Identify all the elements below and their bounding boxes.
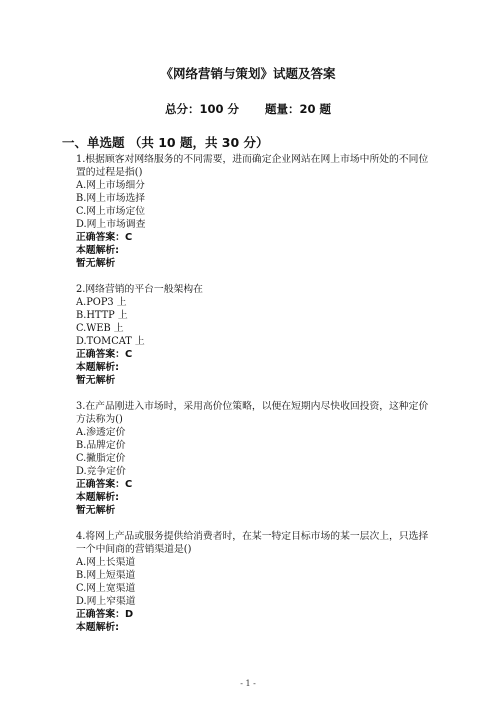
question-stem: 3.在产品刚进入市场时，采用高价位策略，以便在短期内尽快收回投资，这种定价方法称为() [76,401,429,425]
analysis-text: 暂无解析 [76,258,116,269]
option-b: B.网上市场选择 [76,193,146,204]
option-d: D.网上窄渠道 [76,596,136,607]
question-1 [76,153,432,270]
option-a: A.POP3 上 [76,297,127,308]
option-b: B.网上短渠道 [76,570,136,581]
document-title: 《网络营销与策划》试题及答案 [160,66,336,81]
correct-answer: 正确答案：C [76,232,133,243]
option-d: D.竞争定价 [76,466,126,477]
option-c: C.网上宽渠道 [76,583,136,594]
correct-answer: 正确答案：C [76,479,133,490]
option-d: D.网上市场调查 [76,219,146,230]
exam-meta [0,101,496,117]
analysis-label: 本题解析: [76,362,120,373]
option-c: C.撇脂定价 [76,453,126,464]
option-c: C.网上市场定位 [76,206,146,217]
option-c: C.WEB 上 [76,323,124,334]
analysis-text: 暂无解析 [76,375,116,386]
question-list [76,153,432,634]
question-stem: 1.根据顾客对网络服务的不同需要，进而确定企业网站在网上市场中所处的不同位置的过程是指() [76,154,429,178]
option-a: A.渗透定价 [76,427,126,438]
analysis-text: 暂无解析 [76,505,116,516]
analysis-label: 本题解析: [76,492,120,503]
question-stem: 4.将网上产品或服务提供给消费者时，在某一特定目标市场的某一层次上，只选择一个中间商的营销渠道是() [76,531,429,555]
question-count: 题量：20 题 [265,102,332,116]
section-heading: 一、单选题 （共 10 题，共 30 分） [62,135,269,150]
total-score: 总分：100 分 [164,102,239,116]
correct-answer: 正确答案：C [76,349,133,360]
question-2 [76,283,432,387]
option-a: A.网上市场细分 [76,180,145,191]
option-b: B.品牌定价 [76,440,126,451]
analysis-label: 本题解析: [76,622,120,633]
page-number: - 1 - [240,679,256,688]
option-b: B.HTTP 上 [76,310,128,321]
question-3 [76,400,432,517]
option-a: A.网上长渠道 [76,557,136,568]
analysis-label: 本题解析: [76,245,120,256]
question-stem: 2.网络营销的平台一般架构在 [76,284,203,295]
question-4 [76,530,432,634]
correct-answer: 正确答案：D [76,609,134,620]
option-d: D.TOMCAT 上 [76,336,145,347]
